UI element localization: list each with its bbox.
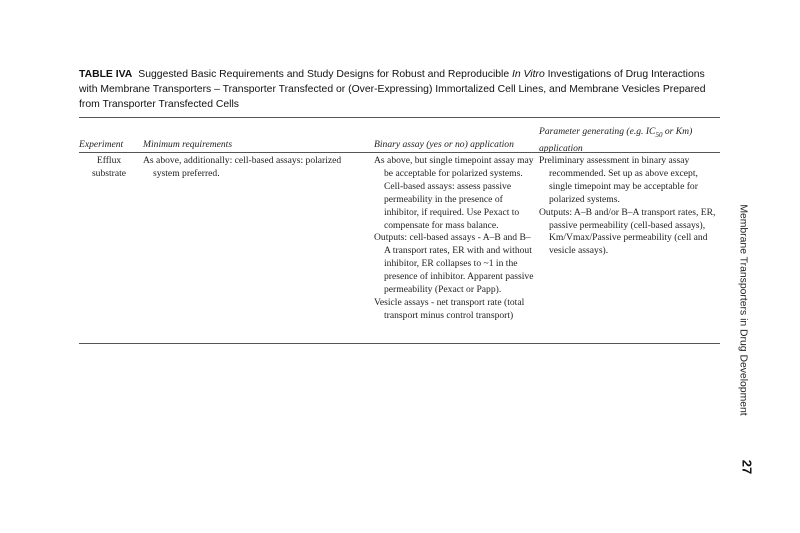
param-paragraph: Outputs: A–B and/or B–A transport rates, ER, passive permeability (cell-based assays), Km/Vmax/Passive permeability (cell and vesicle assays). bbox=[539, 206, 716, 257]
param-paragraph: Preliminary assessment in binary assay recommended. Set up as above except, single timepoint may be acceptable for polarized systems. bbox=[539, 155, 698, 205]
cell-binary-assay bbox=[374, 155, 534, 323]
table-caption bbox=[79, 67, 719, 112]
table-header-rule bbox=[79, 152, 720, 153]
caption-text-italic: In Vitro bbox=[512, 69, 545, 80]
header-binary-assay: Binary assay (yes or no) application bbox=[374, 139, 514, 150]
cell-parameter-generating bbox=[539, 155, 719, 258]
header-param-line2: application bbox=[539, 142, 583, 154]
binary-paragraph: Outputs: cell-based assays - A–B and B–A transport rates, ER with and without inhibitor, ER collapses to ~1 in the presence of inhibitor. Apparent passive permeability (Pexact or Papp). bbox=[374, 232, 534, 296]
caption-text-before: Suggested Basic Requirements and Study Designs for Robust and Reproducible bbox=[138, 69, 512, 80]
cell-minimum-text: As above, additionally: cell-based assays: polarized system preferred. bbox=[143, 155, 342, 179]
binary-paragraph: Vesicle assays - net transport rate (total transport minus control transport) bbox=[374, 296, 525, 321]
table-label: TABLE IVA bbox=[79, 69, 133, 80]
table-bottom-rule bbox=[79, 343, 720, 344]
header-param-text-before: Parameter generating (e.g. IC bbox=[539, 126, 656, 137]
cell-experiment-line2: substrate bbox=[91, 167, 127, 179]
page-number-text: 27 bbox=[739, 459, 755, 475]
running-head bbox=[723, 180, 763, 440]
page-number bbox=[735, 455, 759, 479]
caption-text-after: Investigations of Drug Interactions with Membrane Transporters – Transporter Transfected or (Over-Expressing) Immortalized Cell Lines, and Membrane Vesicles Prepared from Transporter Transfected Cells bbox=[79, 69, 706, 110]
header-param-subscript: 50 bbox=[655, 130, 663, 139]
table-top-rule bbox=[79, 117, 720, 118]
cell-minimum-requirements bbox=[143, 155, 368, 181]
cell-experiment bbox=[79, 155, 139, 181]
header-experiment: Experiment bbox=[79, 139, 124, 150]
header-param-text-after: or Km) bbox=[662, 126, 693, 137]
header-minimum-requirements: Minimum requirements bbox=[143, 139, 233, 150]
running-head-text: Membrane Transporters in Drug Development bbox=[737, 204, 749, 416]
header-parameter-generating bbox=[539, 125, 729, 155]
cell-experiment-line1: Efflux bbox=[96, 155, 122, 166]
binary-paragraph: As above, but single timepoint assay may be acceptable for polarized systems. Cell-based assays: assess passive permeability in the presence of inhibitor, if required. Use Pexact to compensate for mass balance. bbox=[374, 155, 534, 231]
